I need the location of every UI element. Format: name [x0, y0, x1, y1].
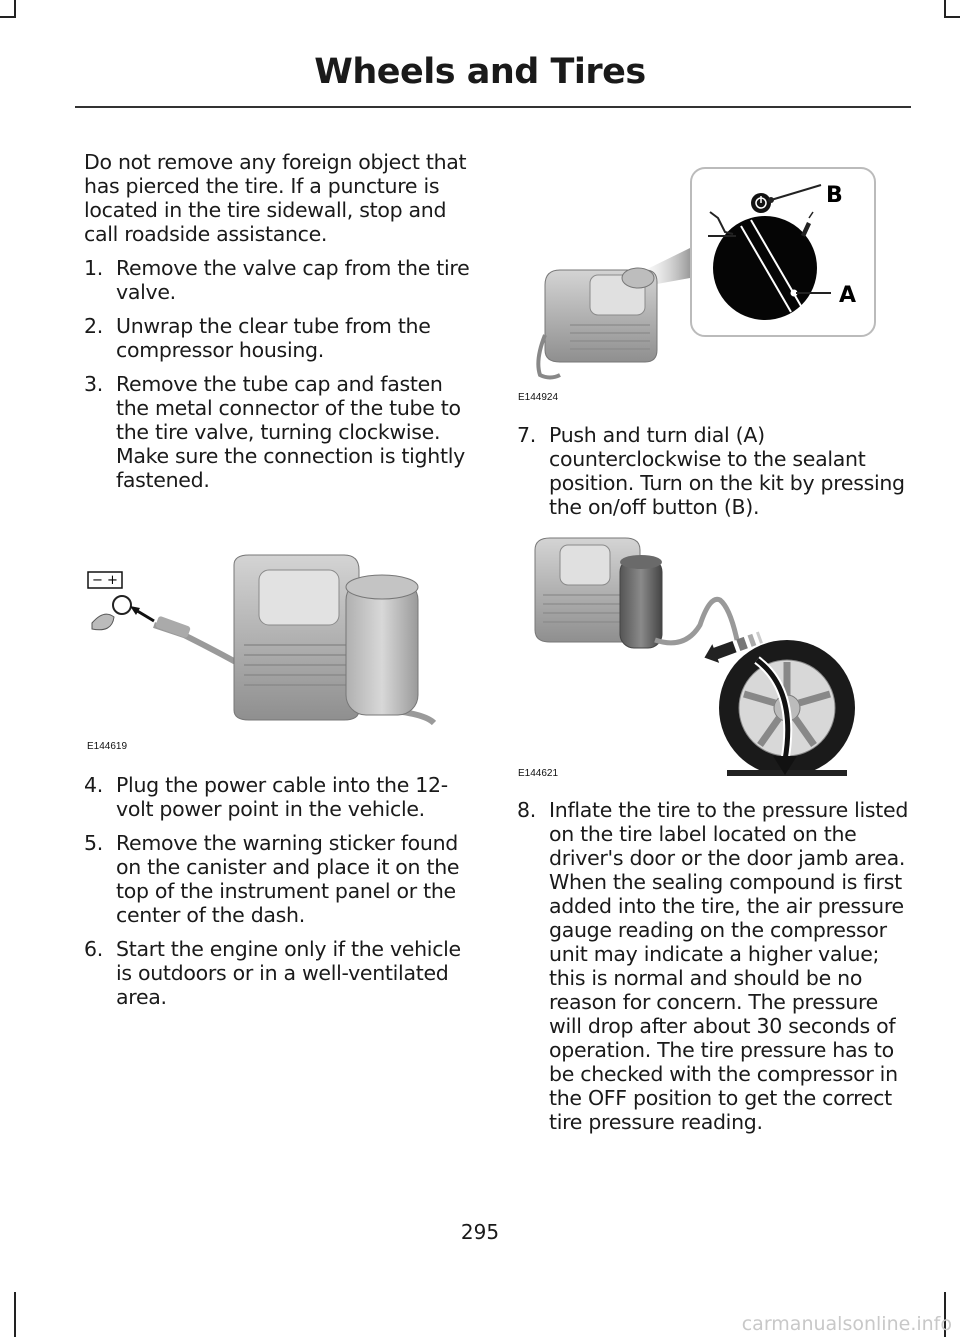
- left-column-top: [84, 150, 479, 492]
- intro-paragraph: Do not remove any foreign object that has pierced the tire. If a puncture is located in the tire sidewall, stop and call roadside assistance.: [84, 150, 467, 246]
- step-number: 3.: [84, 372, 103, 396]
- step-4: [84, 773, 479, 821]
- step-number: 6.: [84, 937, 103, 961]
- crop-mark: [944, 16, 960, 18]
- svg-text:− +: − +: [92, 573, 118, 588]
- compressor-plug-svg: [84, 535, 474, 760]
- step-number: 7.: [517, 423, 536, 447]
- step-number: 8.: [517, 798, 536, 822]
- callout-a: A: [839, 283, 857, 308]
- step-text: Remove the valve cap from the tire valve.: [116, 256, 470, 304]
- step-text: Unwrap the clear tube from the compressor housing.: [116, 314, 431, 362]
- step-3: [84, 372, 479, 492]
- watermark: carmanualsonline.info: [741, 1313, 952, 1335]
- page-title: Wheels and Tires: [314, 52, 646, 92]
- step-text: Start the engine only if the vehicle is outdoors or in a well-ventilated area.: [116, 937, 461, 1009]
- step-text: Remove the warning sticker found on the canister and place it on the top of the instrument panel or the center of the dash.: [116, 831, 460, 927]
- figure-id: E144924: [518, 392, 559, 403]
- crop-mark: [14, 1292, 16, 1337]
- callout-b: B: [826, 183, 843, 208]
- step-number: 1.: [84, 256, 103, 280]
- compressor-power-plug-illustration: [84, 535, 474, 760]
- left-column-bottom: [84, 773, 479, 1009]
- step-1: [84, 256, 479, 304]
- header-rule: [75, 106, 911, 108]
- step-6: [84, 937, 479, 1009]
- step-number: 5.: [84, 831, 103, 855]
- figure-id: E144621: [518, 768, 559, 779]
- step-text: Push and turn dial (A) counterclockwise to the sealant position. Turn on the kit by pressing the on/off button (B).: [549, 423, 905, 519]
- crop-mark: [0, 16, 16, 18]
- right-column-step8: [517, 798, 912, 1134]
- step-5: [84, 831, 479, 927]
- step-number: 2.: [84, 314, 103, 338]
- right-column-step7: [517, 423, 912, 519]
- compressor-dial-illustration: [515, 160, 910, 405]
- page-number: 295: [460, 1220, 500, 1244]
- step-number: 4.: [84, 773, 103, 797]
- figure-id: E144619: [87, 741, 128, 752]
- step-text: Plug the power cable into the 12-volt power point in the vehicle.: [116, 773, 448, 821]
- step-text: Remove the tube cap and fasten the metal connector of the tube to the tire valve, turning clockwise. Make sure the connection is tightly fastened.: [116, 372, 465, 492]
- step-8: [517, 798, 912, 1134]
- compressor-tire-illustration: [515, 530, 910, 780]
- compressor-tire-svg: [515, 530, 910, 780]
- compressor-dial-svg: [515, 160, 910, 405]
- step-7: [517, 423, 912, 519]
- step-text: Inflate the tire to the pressure listed on the tire label located on the driver's door or the door jamb area. When the sealing compound is first added into the tire, the air pressure gauge reading on the compressor unit may indicate a higher value; this is normal and should be no reason for concern. The pressure will drop after about 30 seconds of operation. The tire pressure has to be checked with the compressor in the OFF position to get the correct tire pressure reading.: [549, 798, 909, 1134]
- step-2: [84, 314, 479, 362]
